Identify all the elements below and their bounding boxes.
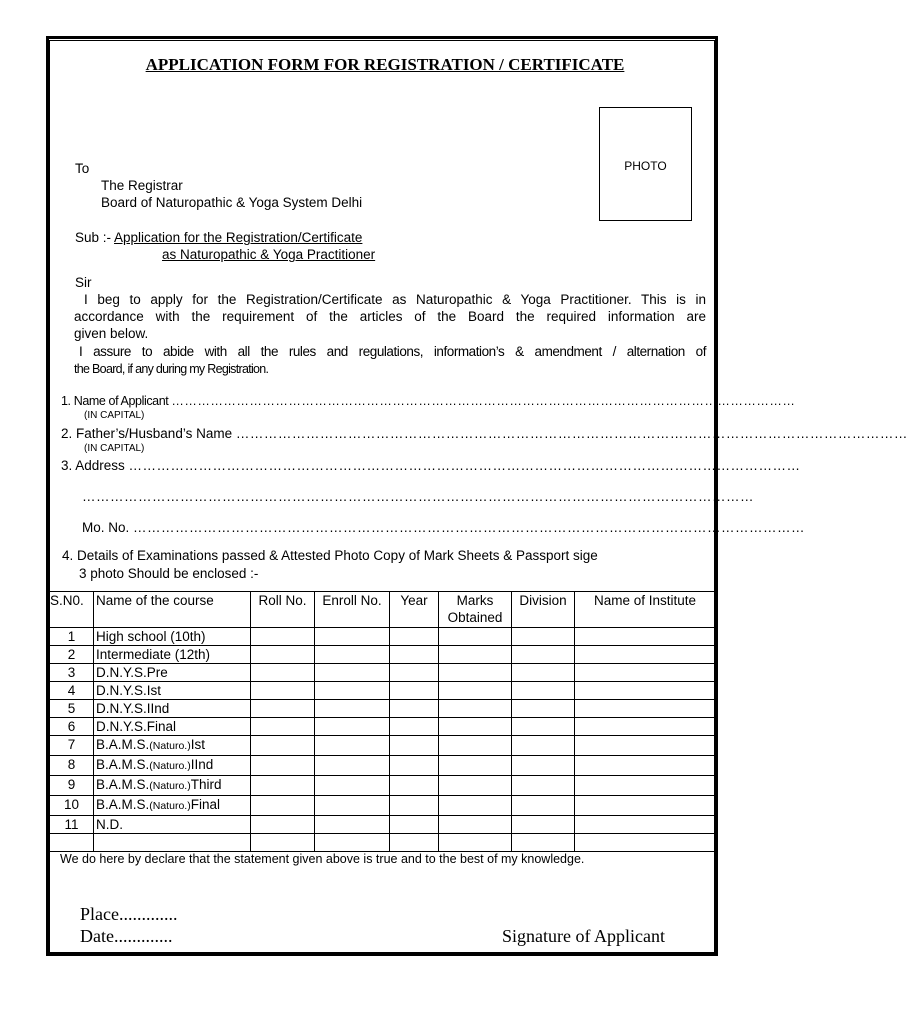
table-row: [50, 664, 716, 682]
course-sub: (Naturo.): [149, 780, 191, 792]
table-row: [50, 646, 716, 664]
course-sub: (Naturo.): [149, 800, 191, 812]
course-name: D.N.Y.S.IInd: [96, 701, 170, 716]
table-row: [50, 816, 716, 834]
cell-year[interactable]: [390, 646, 439, 664]
cell-marks[interactable]: [439, 664, 512, 682]
address-field-line-2[interactable]: [82, 489, 754, 504]
subject-line-2: as Naturopathic & Yoga Practitioner: [162, 247, 376, 262]
cell-institute[interactable]: [575, 736, 716, 756]
cell-division[interactable]: [512, 776, 575, 796]
address-field[interactable]: [61, 458, 801, 473]
header-year: Year: [390, 592, 439, 628]
course-suffix: Third: [190, 777, 222, 792]
para-1-line-3: given below.: [74, 326, 149, 341]
father-hint: (IN CAPITAL): [84, 443, 145, 454]
cell-institute[interactable]: [575, 796, 716, 816]
cell-roll[interactable]: [251, 664, 315, 682]
cell-division[interactable]: [512, 834, 575, 852]
cell-roll[interactable]: [251, 816, 315, 834]
cell-roll[interactable]: [251, 796, 315, 816]
table-row: [50, 718, 716, 736]
row-course: [94, 816, 251, 834]
subject-line-1: [75, 230, 362, 245]
cell-division[interactable]: [512, 736, 575, 756]
row-course: [94, 776, 251, 796]
cell-division[interactable]: [512, 628, 575, 646]
para-1-line-2: accordance with the requirement of the articles of the Board the required information are: [74, 309, 706, 324]
course-name: B.A.M.S.: [96, 737, 150, 752]
course-suffix: Final: [190, 797, 220, 812]
cell-institute[interactable]: [575, 756, 716, 776]
header-enroll: Enroll No.: [315, 592, 390, 628]
subject-prefix: Sub :-: [75, 230, 115, 245]
para-2-line-1: I assure to abide with all the rules and regulations, information’s & amendment / alternation of: [79, 344, 706, 359]
row-course: [94, 756, 251, 776]
row-course: [94, 718, 251, 736]
row-sno: 4: [50, 682, 94, 700]
exam-table: [49, 591, 716, 852]
cell-enroll[interactable]: [315, 700, 390, 718]
cell-institute[interactable]: [575, 682, 716, 700]
para-1-line-1: I beg to apply for the Registration/Certificate as Naturopathic & Yoga Practitioner. This is in: [84, 292, 706, 307]
cell-year[interactable]: [390, 796, 439, 816]
cell-marks[interactable]: [439, 756, 512, 776]
cell-enroll[interactable]: [315, 664, 390, 682]
row-sno: 3: [50, 664, 94, 682]
cell-institute[interactable]: [575, 776, 716, 796]
table-row: [50, 796, 716, 816]
table-row: [50, 682, 716, 700]
cell-roll[interactable]: [251, 682, 315, 700]
cell-year[interactable]: [390, 718, 439, 736]
cell-year[interactable]: [390, 628, 439, 646]
cell-year[interactable]: [390, 834, 439, 852]
cell-roll[interactable]: [251, 700, 315, 718]
cell-marks[interactable]: [439, 718, 512, 736]
cell-year[interactable]: [390, 816, 439, 834]
header-division: Division: [512, 592, 575, 628]
name-hint: (IN CAPITAL): [84, 410, 145, 421]
address-line-1: The Registrar: [101, 178, 183, 193]
cell-roll[interactable]: [251, 756, 315, 776]
mobile-dots: ………………………………………………………………………………………………………………………………: [133, 520, 806, 535]
photo-box: [599, 107, 692, 221]
para-2-line-2: the Board, if any during my Registration.: [74, 362, 269, 376]
cell-roll[interactable]: [251, 834, 315, 852]
father-dots: ………………………………………………………………………………………………………………………………: [235, 426, 908, 441]
table-row: [50, 834, 716, 852]
course-suffix: IInd: [190, 757, 214, 772]
cell-year[interactable]: [390, 700, 439, 718]
cell-division[interactable]: [512, 700, 575, 718]
cell-institute[interactable]: [575, 646, 716, 664]
row-course: [94, 834, 251, 852]
exam-heading-line-2: 3 photo Should be enclosed :-: [79, 566, 259, 581]
father-field[interactable]: [61, 426, 908, 441]
date-field[interactable]: Date.............: [80, 926, 173, 946]
course-sub: (Naturo.): [149, 740, 191, 752]
course-name: D.N.Y.S.Ist: [96, 683, 162, 698]
course-name: B.A.M.S.: [96, 777, 150, 792]
header-roll: Roll No.: [251, 592, 315, 628]
father-label: 2. Father’s/Husband’s Name: [61, 426, 236, 441]
cell-year[interactable]: [390, 664, 439, 682]
cell-enroll[interactable]: [315, 834, 390, 852]
header-sno: S.N0.: [50, 592, 94, 628]
header-marks-line-1: Marks: [456, 593, 494, 608]
photo-label: PHOTO: [624, 159, 667, 173]
row-sno: 5: [50, 700, 94, 718]
table-row: [50, 756, 716, 776]
row-course: [94, 736, 251, 756]
row-course: [94, 796, 251, 816]
cell-division[interactable]: [512, 796, 575, 816]
cell-roll[interactable]: [251, 736, 315, 756]
cell-roll[interactable]: [251, 628, 315, 646]
table-row: [50, 736, 716, 756]
cell-enroll[interactable]: [315, 646, 390, 664]
name-dots: ………………………………………………………………………………………………………………………………: [171, 394, 796, 408]
cell-year[interactable]: [390, 682, 439, 700]
table-row: [50, 628, 716, 646]
cell-institute[interactable]: [575, 628, 716, 646]
cell-enroll[interactable]: [315, 628, 390, 646]
row-course: [94, 682, 251, 700]
mobile-field[interactable]: [82, 520, 806, 535]
cell-division[interactable]: [512, 646, 575, 664]
cell-marks[interactable]: [439, 700, 512, 718]
cell-enroll[interactable]: [315, 756, 390, 776]
exam-table-body: [50, 628, 716, 852]
cell-marks[interactable]: [439, 628, 512, 646]
header-marks-line-2: Obtained: [447, 610, 503, 625]
course-suffix: Ist: [190, 737, 205, 752]
cell-marks[interactable]: [439, 776, 512, 796]
cell-enroll[interactable]: [315, 736, 390, 756]
row-sno: 10: [50, 796, 94, 816]
cell-institute[interactable]: [575, 664, 716, 682]
cell-division[interactable]: [512, 664, 575, 682]
cell-roll[interactable]: [251, 646, 315, 664]
subject-text-1: Application for the Registration/Certificate: [114, 230, 363, 245]
cell-enroll[interactable]: [315, 816, 390, 834]
cell-marks[interactable]: [439, 796, 512, 816]
cell-division[interactable]: [512, 816, 575, 834]
course-name: Intermediate (12th): [96, 647, 211, 662]
course-name: B.A.M.S.: [96, 757, 150, 772]
row-sno: 6: [50, 718, 94, 736]
row-sno: 11: [50, 816, 94, 834]
cell-enroll[interactable]: [315, 718, 390, 736]
course-name: D.N.Y.S.Pre: [96, 665, 168, 680]
cell-roll[interactable]: [251, 718, 315, 736]
row-course: [94, 664, 251, 682]
row-course: [94, 646, 251, 664]
form-title: APPLICATION FORM FOR REGISTRATION / CERTIFICATE: [145, 55, 625, 74]
cell-institute[interactable]: [575, 816, 716, 834]
row-course: [94, 628, 251, 646]
course-name: D.N.Y.S.Final: [96, 719, 177, 734]
table-row: [50, 776, 716, 796]
row-sno: 8: [50, 756, 94, 776]
exam-heading-line-1: 4. Details of Examinations passed & Attested Photo Copy of Mark Sheets & Passport sige: [62, 548, 598, 563]
course-name: High school (10th): [96, 629, 206, 644]
cell-division[interactable]: [512, 682, 575, 700]
address-line-2: Board of Naturopathic & Yoga System Delhi: [101, 195, 363, 210]
header-marks: [439, 592, 512, 628]
row-sno: 2: [50, 646, 94, 664]
cell-year[interactable]: [390, 776, 439, 796]
cell-marks[interactable]: [439, 682, 512, 700]
cell-marks[interactable]: [439, 736, 512, 756]
cell-marks[interactable]: [439, 646, 512, 664]
row-sno: 7: [50, 736, 94, 756]
cell-marks[interactable]: [439, 816, 512, 834]
cell-enroll[interactable]: [315, 682, 390, 700]
declaration: We do here by declare that the statement given above is true and to the best of my knowledge.: [60, 852, 585, 866]
place-field[interactable]: Place.............: [80, 904, 178, 924]
cell-institute[interactable]: [575, 834, 716, 852]
cell-division[interactable]: [512, 756, 575, 776]
cell-division[interactable]: [512, 718, 575, 736]
header-institute: Name of Institute: [575, 592, 716, 628]
address-dots-2: ………………………………………………………………………………………………………………………………: [82, 489, 754, 504]
cell-marks[interactable]: [439, 834, 512, 852]
address-dots: ………………………………………………………………………………………………………………………………: [128, 458, 801, 473]
signature-label: Signature of Applicant: [502, 926, 665, 946]
cell-enroll[interactable]: [315, 776, 390, 796]
header-course: Name of the course: [94, 592, 251, 628]
row-sno: [50, 834, 94, 852]
course-name: N.D.: [96, 817, 123, 832]
cell-year[interactable]: [390, 756, 439, 776]
address-to: To: [75, 161, 90, 176]
course-sub: (Naturo.): [149, 760, 191, 772]
row-sno: 1: [50, 628, 94, 646]
row-course: [94, 700, 251, 718]
salutation: Sir: [75, 275, 92, 290]
cell-institute[interactable]: [575, 700, 716, 718]
cell-year[interactable]: [390, 736, 439, 756]
name-field[interactable]: [61, 394, 796, 408]
cell-enroll[interactable]: [315, 796, 390, 816]
mobile-label: Mo. No.: [82, 520, 134, 535]
table-header-row: [50, 592, 716, 628]
address-label: 3. Address: [61, 458, 129, 473]
name-label: 1. Name of Applicant: [61, 394, 172, 408]
row-sno: 9: [50, 776, 94, 796]
table-row: [50, 700, 716, 718]
cell-institute[interactable]: [575, 718, 716, 736]
course-name: B.A.M.S.: [96, 797, 150, 812]
cell-roll[interactable]: [251, 776, 315, 796]
